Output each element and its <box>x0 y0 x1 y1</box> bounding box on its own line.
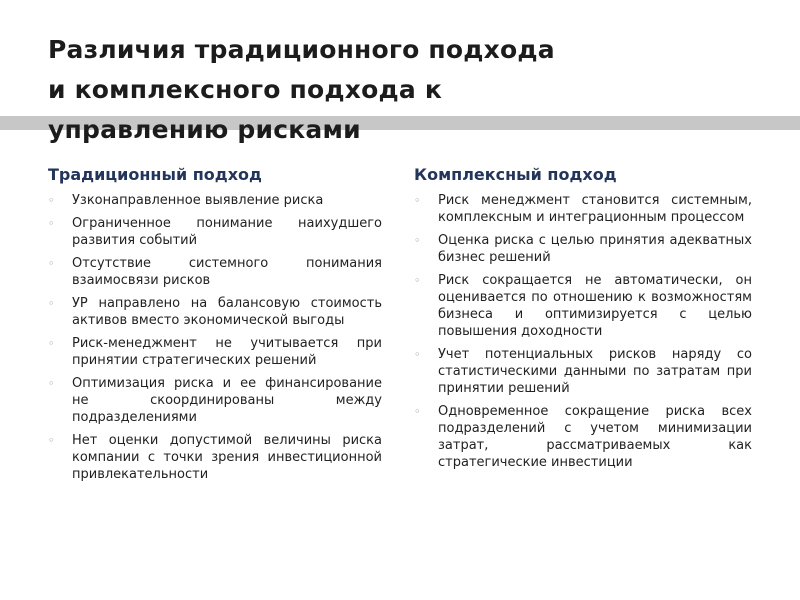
bullet-icon: ◦ <box>48 257 55 270</box>
complex-approach-list <box>414 192 752 471</box>
complex-approach-heading: Комплексный подход <box>414 165 617 184</box>
bullet-icon: ◦ <box>414 234 421 247</box>
list-item-text: Риск менеджмент становится системным, комплексным и интеграционным процессом <box>438 193 752 225</box>
list-item-text: Нет оценки допустимой величины риска компании с точки зрения инвестиционной привлекательности <box>72 433 382 482</box>
list-item-text: УР направлено на балансовую стоимость активов вместо экономической выгоды <box>72 296 382 328</box>
traditional-approach-list <box>48 192 382 483</box>
complex-approach-column <box>414 164 752 477</box>
traditional-approach-heading: Традиционный подход <box>48 165 262 184</box>
slide-title <box>48 30 728 150</box>
traditional-approach-column <box>48 164 382 489</box>
slide-title-block <box>48 30 728 150</box>
list-item-text: Риск-менеджмент не учитывается при принятии стратегических решений <box>72 336 382 368</box>
list-item-text: Риск сокращается не автоматически, он оценивается по отношению к возможностям бизнеса и оптимизируется с целью повышения доходности <box>438 273 752 339</box>
bullet-icon: ◦ <box>48 434 55 447</box>
bullet-icon: ◦ <box>48 337 55 350</box>
list-item <box>414 403 752 471</box>
list-item <box>48 215 382 249</box>
bullet-icon: ◦ <box>414 405 421 418</box>
bullet-icon: ◦ <box>414 274 421 287</box>
list-item <box>48 432 382 483</box>
list-item <box>48 192 382 209</box>
list-item-text: Оптимизация риска и ее финансирование не скоординированы между подразделениями <box>72 376 382 425</box>
list-item <box>414 272 752 340</box>
list-item <box>414 192 752 226</box>
list-item-text: Отсутствие системного понимания взаимосвязи рисков <box>72 256 382 288</box>
list-item <box>48 375 382 426</box>
slide-title-line: управлению рисками <box>48 115 361 144</box>
bullet-icon: ◦ <box>414 194 421 207</box>
bullet-icon: ◦ <box>48 377 55 390</box>
list-item-text: Оценка риска с целью принятия адекватных бизнес решений <box>438 233 752 265</box>
list-item-text: Ограниченное понимание наихудшего развития событий <box>72 216 382 248</box>
bullet-icon: ◦ <box>48 297 55 310</box>
slide-title-line: Различия традиционного подхода <box>48 35 555 64</box>
list-item-text: Учет потенциальных рисков наряду со статистическими данными по затратам при принятии решений <box>438 347 752 396</box>
slide-title-line: и комплексного подхода к <box>48 75 442 104</box>
list-item-text: Узконаправленное выявление риска <box>72 193 324 208</box>
bullet-icon: ◦ <box>48 217 55 230</box>
list-item <box>414 346 752 397</box>
list-item <box>414 232 752 266</box>
list-item <box>48 255 382 289</box>
list-item <box>48 295 382 329</box>
list-item <box>48 335 382 369</box>
list-item-text: Одновременное сокращение риска всех подразделений с учетом минимизации затрат, рассматриваемых как стратегические инвестиции <box>438 404 752 470</box>
bullet-icon: ◦ <box>48 194 55 207</box>
bullet-icon: ◦ <box>414 348 421 361</box>
